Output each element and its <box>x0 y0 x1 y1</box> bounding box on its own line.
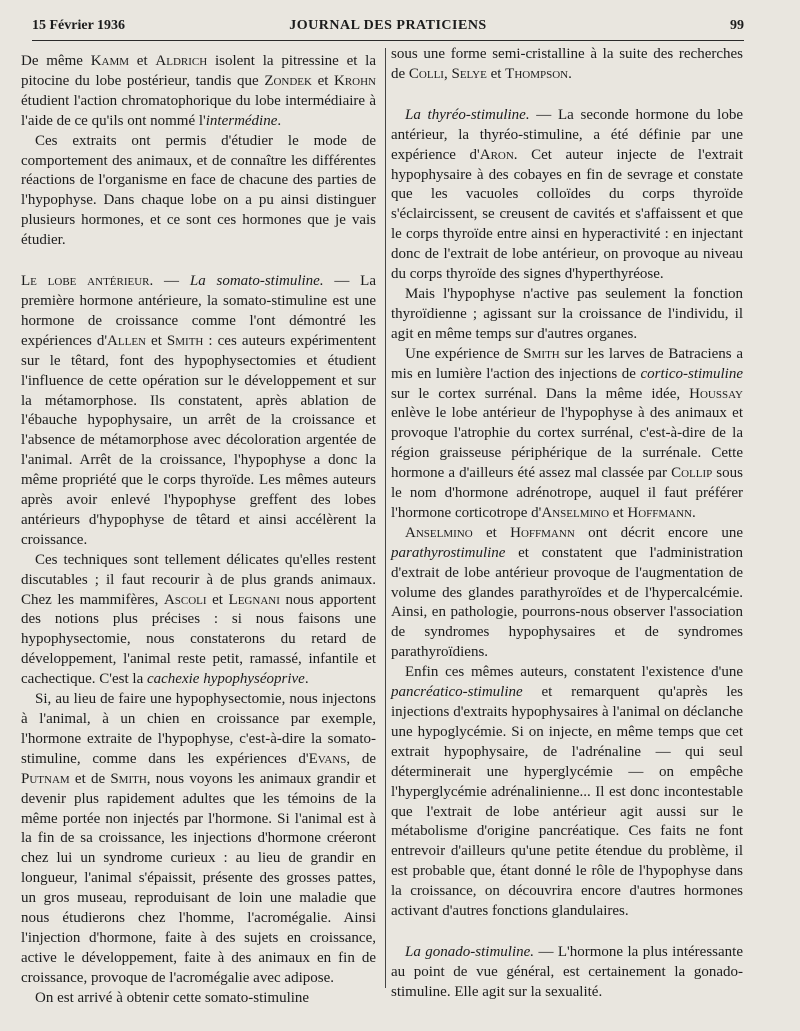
left-column <box>21 52 376 1009</box>
text-run: — L'hormone la plus intéressante au point de vue général, est certainement la gonado-stimuline. Elle agit sur la sexualité. <box>391 943 743 1000</box>
text-run: et <box>145 332 167 349</box>
author-name: Evans <box>308 750 347 767</box>
paragraph <box>21 551 376 690</box>
text-run: ont décrit encore une <box>574 524 743 541</box>
text-run: sur les larves de Batraciens a mis en lumière l'action des injections de <box>391 345 743 382</box>
subsection-heading: La gonado-stimuline. <box>405 943 535 960</box>
section-paragraph <box>391 943 743 1003</box>
text-run: Ces techniques sont tellement délicates qu'elles restent discutables ; il faut recourir à de plus grands animaux. Chez les mammifères, <box>21 551 376 608</box>
author-name: Hoffmann <box>510 524 575 541</box>
subsection-heading: La thyréo-stimuline. <box>405 106 530 123</box>
subsection-heading: La somato-stimuline. <box>189 273 324 290</box>
text-run: et <box>472 524 511 541</box>
text-run: et <box>486 65 506 82</box>
running-header <box>32 14 744 41</box>
page-number: 99 <box>730 18 744 33</box>
section-heading: Le lobe antérieur. <box>21 273 154 290</box>
author-name: Smith <box>166 332 204 349</box>
author-name: Kamm <box>90 53 130 69</box>
spacer <box>21 251 376 272</box>
text-run: sous le nom d'hormone adrénotrope, auquel il faut préférer l'hormone corticotrope d' <box>391 465 743 521</box>
author-name: Selye <box>451 65 487 82</box>
text-run: et <box>129 53 156 69</box>
author-name: Colli <box>408 65 444 82</box>
paragraph <box>21 690 376 989</box>
author-name: Legnani <box>228 591 280 608</box>
paragraph <box>21 52 376 132</box>
term: cortico-stimuline <box>640 365 743 382</box>
text-run: : ces auteurs expérimentent sur le têtard, font des hypophysectomies et étudient l'influence de cette opération sur le développement et sur la métamorphose. Ils constatent, après ablation de l'ébauche hypophysaire, un arrêt de la croissance et l'absence de métamorphose avec décoloration argentée de l'animal. Arrêt de la croissance, l'hypophyse a donc la même propriété que le corps thyroïde. Les mêmes auteurs après avoir enlevé l'hypophyse greffent des lobes antérieurs d'hypophyse de têtard et ainsi accélèrent la croissance. <box>21 332 377 548</box>
text-run: et constatent que l'administration d'extrait de lobe antérieur provoque de l'augmentation de volume des glandes parathyroïdes et de l'hypercalcémie. Ainsi, en pathologie, pourrons-nous observer l'association de syndromes hypophysaires et de syndromes parathyroïdiens. <box>391 544 743 661</box>
text-run: et <box>311 72 334 89</box>
text-run: Une expérience de <box>405 345 524 362</box>
text-run: sous une forme semi-cristalline à la suite des recherches de <box>391 46 743 82</box>
text-run: , <box>443 65 452 82</box>
text-run: nous apportent des notions plus précises : si nous faisons une hypophysectomie, nous constaterons du retard de développement, l'animal reste petit, ramassé, infantile et cachectique. C'est la <box>21 591 377 688</box>
paragraph: Mais l'hypophyse n'active pas seulement la fonction thyroïdienne ; agissant sur la croissance de l'individu, il agit en même temps sur d'autres organes. <box>391 285 743 342</box>
spacer <box>391 85 743 106</box>
text-run: isolent la pitressine et la pitocine du lobe postérieur, tandis que <box>21 53 377 89</box>
text-run: . <box>304 671 309 688</box>
text-run: sur le cortex surrénal. Dans la même idée, <box>391 385 690 402</box>
paragraph <box>391 524 743 663</box>
paragraph: On est arrivé à obtenir cette somato-stimuline <box>35 989 310 1006</box>
text-run: étudient l'action chromatophorique du lobe intermédiaire à l'aide de ce qu'ils ont nommé l' <box>21 92 376 129</box>
paragraph: Ces extraits ont permis d'étudier le mode de comportement des animaux, et de connaître les différentes réactions de l'organisme en face de chacune des parties de l'hypophyse. Dans chaque lobe on a pu ainsi distinguer plusieurs hormones, et ce sont ces hormones que je vais étudier. <box>21 132 376 249</box>
text-run: , nous voyons les animaux grandir et devenir plus rapidement adultes que les témoins de la même portée non injectés par l'hormone. Si l'animal est à la fin de sa croissance, les injections d'hormone créeront chez lui un syndrome curieux : au lieu de grandir en longueur, l'animal s'épaissit, présente des grosses pattes, un gros museau, reproduisant de loin une maladie que nous étudierons chez l'homme, l'acromégalie. Ainsi l'injection d'hormone, faite à des sujets en croissance, active le développement, faite à des animaux en fin de croissance, provoque de l'acromégalie avec adipose. <box>21 770 376 986</box>
paragraph <box>391 45 743 85</box>
text-run: et de <box>69 770 111 787</box>
author-name: Ascoli <box>163 591 207 608</box>
right-column <box>391 45 743 1003</box>
author-name: Anselmino <box>541 504 610 521</box>
paragraph <box>391 663 743 922</box>
text-run: et <box>206 591 229 608</box>
text-run: — La première hormone antérieure, la somato-stimuline est une hormone de croissance comme l'ont démontré les expériences d' <box>21 273 376 349</box>
author-name: Anselmino <box>405 524 473 541</box>
author-name: Smith <box>110 770 147 787</box>
text-run: — <box>153 273 190 290</box>
text-run: — La seconde hormone du lobe antérieur, la thyréo-stimuline, a été définie par une expérience d' <box>391 106 743 163</box>
text-run: et <box>609 504 628 521</box>
text-run: . Cet auteur injecte de l'extrait hypophysaire à des cobayes en fin de sevrage et constate que les vacuoles colloïdes du corps thyroïde s'éclaircissent, se creusent de cavités et s'affaissent et que le corps thyroïde entre ainsi en hyperactivité : en injectant donc de l'extrait de lobe antérieur, on provoque au niveau du corps thyroïde des signes d'hyperthyréose. <box>391 146 744 283</box>
author-name: Allen <box>107 332 146 349</box>
text-run: et remarquent qu'après les injections d'extraits hypophysaires à l'animal on déclanche une hypoglycémie. Si on injecte, en même temps que cet extrait hypophysaire, de l'adrénaline — qui seul déterminerait une hyperglycémie — on empêche l'hyperglycémie adrénalinienne... Il est donc incontestable que l'extrait de lobe antérieur agit aussi sur le métabolisme d'origine pancréatique. Ces faits ne font entrevoir d'ailleurs qu'une petite étendue du problème, il est probable que, étant donné le rôle de l'hypophyse dans la croissance, on découvrira encore d'autres hormones activant d'autres fonctions glandulaires. <box>391 684 743 920</box>
term: parathyrostimuline <box>391 544 506 561</box>
text-run: . <box>691 504 696 521</box>
term: pancréatico-stimuline <box>391 684 523 701</box>
issue-date: 15 Février 1936 <box>32 18 126 33</box>
author-name: Zondek <box>264 72 312 89</box>
paragraph <box>391 345 743 524</box>
text-run: enlève le lobe antérieur de l'hypophyse à des animaux et provoque l'atrophie du cortex surrénal, c'est-à-dire de la région graisseuse périphérique de la surrénale. Cette hormone a d'ailleurs été assez mal classée par <box>391 405 743 482</box>
author-name: Thompson <box>505 65 569 82</box>
journal-title: JOURNAL DES PRATICIENS <box>289 18 487 33</box>
author-name: Aldrich <box>155 53 208 69</box>
section-paragraph <box>391 106 743 285</box>
text-run: Enfin ces mêmes auteurs, constatent l'existence d'une <box>405 664 743 681</box>
author-name: Collip <box>671 465 713 482</box>
author-name: Smith <box>523 345 560 362</box>
text-run: . <box>277 112 282 129</box>
term: cachexie hypophyséoprive <box>146 671 305 688</box>
text-run: . <box>568 65 572 82</box>
column-divider <box>385 48 386 988</box>
term: intermédine <box>205 112 278 129</box>
section-paragraph <box>21 272 376 551</box>
author-name: Putnam <box>21 770 70 787</box>
text-run: , de <box>346 750 376 767</box>
spacer <box>391 922 743 943</box>
author-name: Hoffmann <box>627 504 692 521</box>
author-name: Krohn <box>334 72 377 89</box>
text-run: Si, au lieu de faire une hypophysectomie, nous injectons à l'animal, à un chien en croissance par exemple, l'hormone extraite de l'hypophyse, c'est-à-dire la somato-stimuline, comme dans les expériences d' <box>21 691 376 767</box>
author-name: Aron <box>479 146 514 163</box>
text-run: De même <box>21 53 91 69</box>
author-name: Houssay <box>689 385 743 402</box>
